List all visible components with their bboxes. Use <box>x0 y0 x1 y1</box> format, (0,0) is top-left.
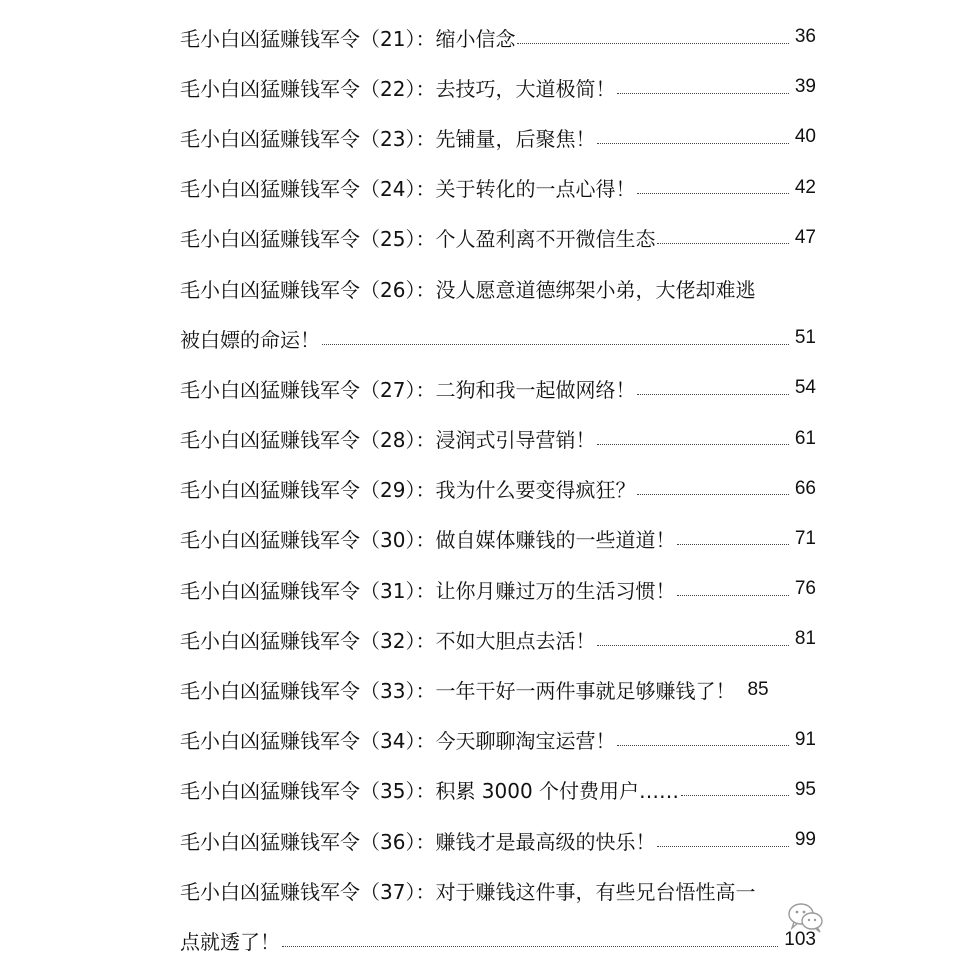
toc-page-number: 66 <box>794 477 816 499</box>
dot-leader <box>517 43 788 44</box>
toc-entry-line <box>180 112 816 162</box>
toc-entry-title: 毛小白凶猛赚钱军令（31）：让你月赚过万的生活习惯！ <box>180 578 676 603</box>
toc-entry-28[interactable] <box>180 414 816 464</box>
toc-entry-title: 毛小白凶猛赚钱军令（26）：没人愿意道德绑架小弟，大佬却难逃 <box>180 277 756 302</box>
toc-entry-30[interactable] <box>180 514 816 564</box>
toc-entry-line <box>180 163 816 213</box>
toc-entry-title: 毛小白凶猛赚钱军令（22）：去技巧，大道极简！ <box>180 76 616 101</box>
toc-entry-22[interactable] <box>180 62 816 112</box>
toc-entry-line-continued <box>180 915 816 965</box>
dot-leader <box>637 193 788 194</box>
dot-leader <box>617 745 788 746</box>
toc-entry-line <box>180 514 816 564</box>
toc-page-number: 39 <box>794 76 816 98</box>
toc-page-number: 51 <box>794 327 816 349</box>
toc-entry-title: 毛小白凶猛赚钱军令（24）：关于转化的一点心得！ <box>180 177 636 202</box>
toc-entry-line <box>180 614 816 664</box>
dot-leader <box>282 946 778 947</box>
dot-leader <box>597 645 788 646</box>
toc-entry-line <box>180 62 816 112</box>
toc-page-number: 76 <box>794 578 816 600</box>
toc-entry-line <box>180 765 816 815</box>
table-of-contents <box>180 12 816 966</box>
toc-entry-title: 毛小白凶猛赚钱军令（27）：二狗和我一起做网络！ <box>180 377 636 402</box>
dot-leader <box>597 143 788 144</box>
toc-entry-line <box>180 263 816 313</box>
toc-entry-26[interactable] <box>180 263 816 363</box>
toc-page-number: 54 <box>794 377 816 399</box>
toc-entry-title: 毛小白凶猛赚钱军令（28）：浸润式引导营销！ <box>180 428 596 453</box>
toc-entry-35[interactable] <box>180 765 816 815</box>
dot-leader <box>677 544 788 545</box>
toc-entry-title: 毛小白凶猛赚钱军令（33）：一年干好一两件事就足够赚钱了！ <box>180 679 736 704</box>
dot-leader <box>681 795 789 796</box>
toc-page-number: 99 <box>794 829 816 851</box>
toc-entry-title: 毛小白凶猛赚钱军令（21）：缩小信念 <box>180 26 516 51</box>
toc-page-number: 103 <box>784 929 816 951</box>
toc-entry-title: 毛小白凶猛赚钱军令（25）：个人盈利离不开微信生态 <box>180 227 656 252</box>
toc-entry-line <box>180 213 816 263</box>
toc-entry-title: 毛小白凶猛赚钱军令（35）：积累 3000 个付费用户…… <box>180 779 680 804</box>
toc-entry-title: 毛小白凶猛赚钱军令（30）：做自媒体赚钱的一些道道！ <box>180 528 676 553</box>
toc-entry-31[interactable] <box>180 564 816 614</box>
toc-entry-32[interactable] <box>180 614 816 664</box>
toc-page-number: 42 <box>794 176 816 198</box>
toc-entry-line <box>180 363 816 413</box>
toc-entry-title: 毛小白凶猛赚钱军令（36）：赚钱才是最高级的快乐！ <box>180 829 656 854</box>
toc-entry-36[interactable] <box>180 815 816 865</box>
toc-entry-title: 毛小白凶猛赚钱军令（29）：我为什么要变得疯狂？ <box>180 478 636 503</box>
toc-page-number: 91 <box>794 728 816 750</box>
dot-leader <box>597 444 788 445</box>
toc-entry-title: 毛小白凶猛赚钱军令（34）：今天聊聊淘宝运营！ <box>180 729 616 754</box>
toc-entry-21[interactable] <box>180 12 816 62</box>
toc-page-number: 36 <box>794 26 816 48</box>
toc-entry-title: 毛小白凶猛赚钱军令（23）：先铺量，后聚焦！ <box>180 126 596 151</box>
toc-entry-line <box>180 12 816 62</box>
toc-entry-line <box>180 564 816 614</box>
dot-leader <box>322 344 789 345</box>
toc-entry-23[interactable] <box>180 112 816 162</box>
dot-leader <box>677 595 788 596</box>
toc-entry-24[interactable] <box>180 163 816 213</box>
toc-page-number: 71 <box>794 527 816 549</box>
toc-entry-line <box>180 464 816 514</box>
toc-entry-37[interactable] <box>180 865 816 965</box>
dot-leader <box>637 394 788 395</box>
dot-leader <box>637 494 788 495</box>
toc-entry-line-continued <box>180 313 816 363</box>
toc-page-number: 61 <box>794 427 816 449</box>
toc-entry-25[interactable] <box>180 213 816 263</box>
toc-page-number: 95 <box>794 778 816 800</box>
toc-entry-title-continued: 点就透了！ <box>180 929 280 954</box>
toc-entry-33[interactable] <box>180 664 816 714</box>
toc-entry-line <box>180 865 816 915</box>
dot-leader <box>657 243 788 244</box>
wechat-logo-icon <box>786 900 826 936</box>
toc-entry-title: 毛小白凶猛赚钱军令（32）：不如大胆点去活！ <box>180 628 596 653</box>
toc-entry-29[interactable] <box>180 464 816 514</box>
toc-page-number: 40 <box>794 126 816 148</box>
toc-entry-27[interactable] <box>180 363 816 413</box>
toc-page-number: 47 <box>794 226 816 248</box>
dot-leader <box>657 846 788 847</box>
toc-page-number: 81 <box>794 628 816 650</box>
toc-entry-line <box>180 715 816 765</box>
toc-entry-line <box>180 414 816 464</box>
toc-entry-title-continued: 被白嫖的命运！ <box>180 327 320 352</box>
toc-entry-title: 毛小白凶猛赚钱军令（37）：对于赚钱这件事，有些兄台悟性高一 <box>180 879 756 904</box>
toc-entry-34[interactable] <box>180 715 816 765</box>
toc-entry-line <box>180 664 816 714</box>
toc-page-number: 85 <box>747 678 769 700</box>
dot-leader <box>617 93 788 94</box>
toc-entry-line <box>180 815 816 865</box>
